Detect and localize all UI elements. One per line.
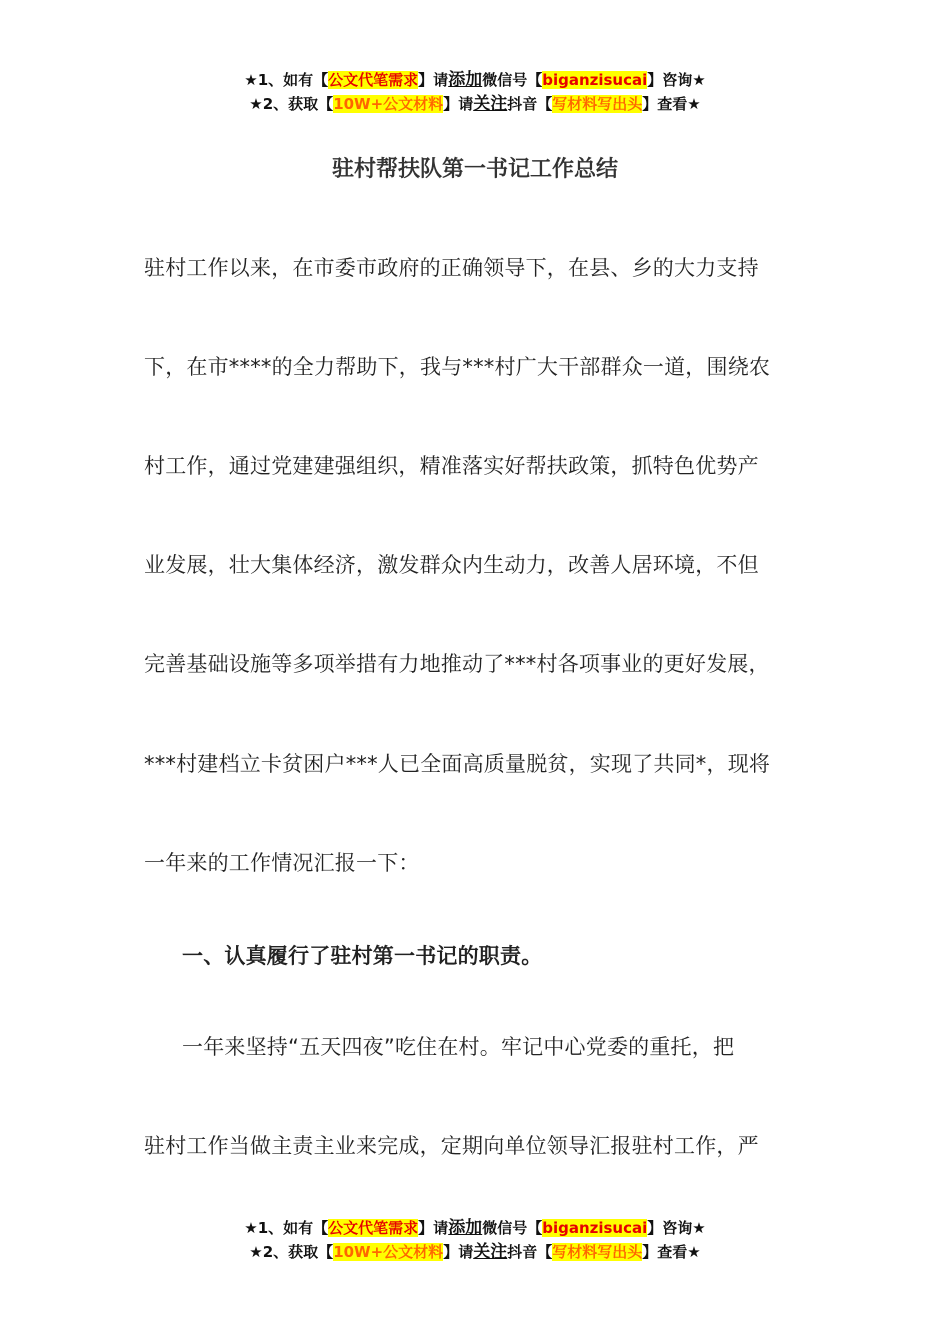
- banner-text: 抖音【: [507, 95, 553, 113]
- banner-text: 】咨询★: [647, 1219, 706, 1237]
- banner-highlight: 写材料写出头: [552, 1243, 643, 1261]
- body-line: 驻村工作以来，在市委市政府的正确领导下，在县、乡的大力支持: [144, 256, 759, 280]
- banner-text: 微信号【: [482, 71, 543, 89]
- banner-text: 微信号【: [482, 1219, 543, 1237]
- banner-underline: 关注: [473, 1242, 508, 1262]
- banner-line-1: [0, 1216, 950, 1240]
- banner-text: 】请: [443, 1243, 474, 1261]
- banner-line-2: [0, 92, 950, 116]
- banner-line-2: [0, 1240, 950, 1264]
- body-line: 驻村工作当做主责主业来完成，定期向单位领导汇报驻村工作，严: [144, 1134, 759, 1158]
- banner-highlight: 10W+公文材料: [333, 95, 444, 113]
- banner-underline: 添加: [448, 1218, 483, 1238]
- body-line: 下，在市****的全力帮助下，我与***村广大干部群众一道，围绕农: [144, 355, 771, 379]
- header-banner: [0, 68, 950, 116]
- section-heading: 一、认真履行了驻村第一书记的职责。: [182, 944, 543, 968]
- banner-highlight: biganzisucai: [542, 71, 648, 89]
- banner-text: ★1、如有【: [244, 1219, 329, 1237]
- banner-text: 】请: [443, 95, 474, 113]
- banner-text: 】请: [418, 71, 449, 89]
- body-line: 村工作，通过党建建强组织，精准落实好帮扶政策，抓特色优势产: [144, 454, 759, 478]
- banner-text: ★2、获取【: [249, 95, 334, 113]
- body-line: 业发展，壮大集体经济，激发群众内生动力，改善人居环境，不但: [144, 553, 759, 577]
- banner-text: 抖音【: [507, 1243, 553, 1261]
- document-title: 驻村帮扶队第一书记工作总结: [331, 157, 618, 182]
- body-line: 完善基础设施等多项举措有力地推动了***村各项事业的更好发展，: [144, 652, 770, 676]
- body-line: 一年来坚持“五天四夜”吃住在村。牢记中心党委的重托，把: [182, 1035, 735, 1059]
- banner-highlight: 公文代笔需求: [328, 71, 419, 89]
- banner-text: 】请: [418, 1219, 449, 1237]
- banner-highlight: 10W+公文材料: [333, 1243, 444, 1261]
- banner-text: ★1、如有【: [244, 71, 329, 89]
- banner-text: ★2、获取【: [249, 1243, 334, 1261]
- banner-text: 】查看★: [642, 95, 701, 113]
- banner-text: 】咨询★: [647, 71, 706, 89]
- banner-text: 】查看★: [642, 1243, 701, 1261]
- banner-underline: 添加: [448, 70, 483, 90]
- footer-banner: [0, 1216, 950, 1264]
- banner-highlight: biganzisucai: [542, 1219, 648, 1237]
- body-line: 一年来的工作情况汇报一下：: [144, 851, 420, 875]
- banner-highlight: 写材料写出头: [552, 95, 643, 113]
- banner-highlight: 公文代笔需求: [328, 1219, 419, 1237]
- banner-underline: 关注: [473, 94, 508, 114]
- body-line: ***村建档立卡贫困户***人已全面高质量脱贫，实现了共同*，现将: [144, 752, 771, 776]
- banner-line-1: [0, 68, 950, 92]
